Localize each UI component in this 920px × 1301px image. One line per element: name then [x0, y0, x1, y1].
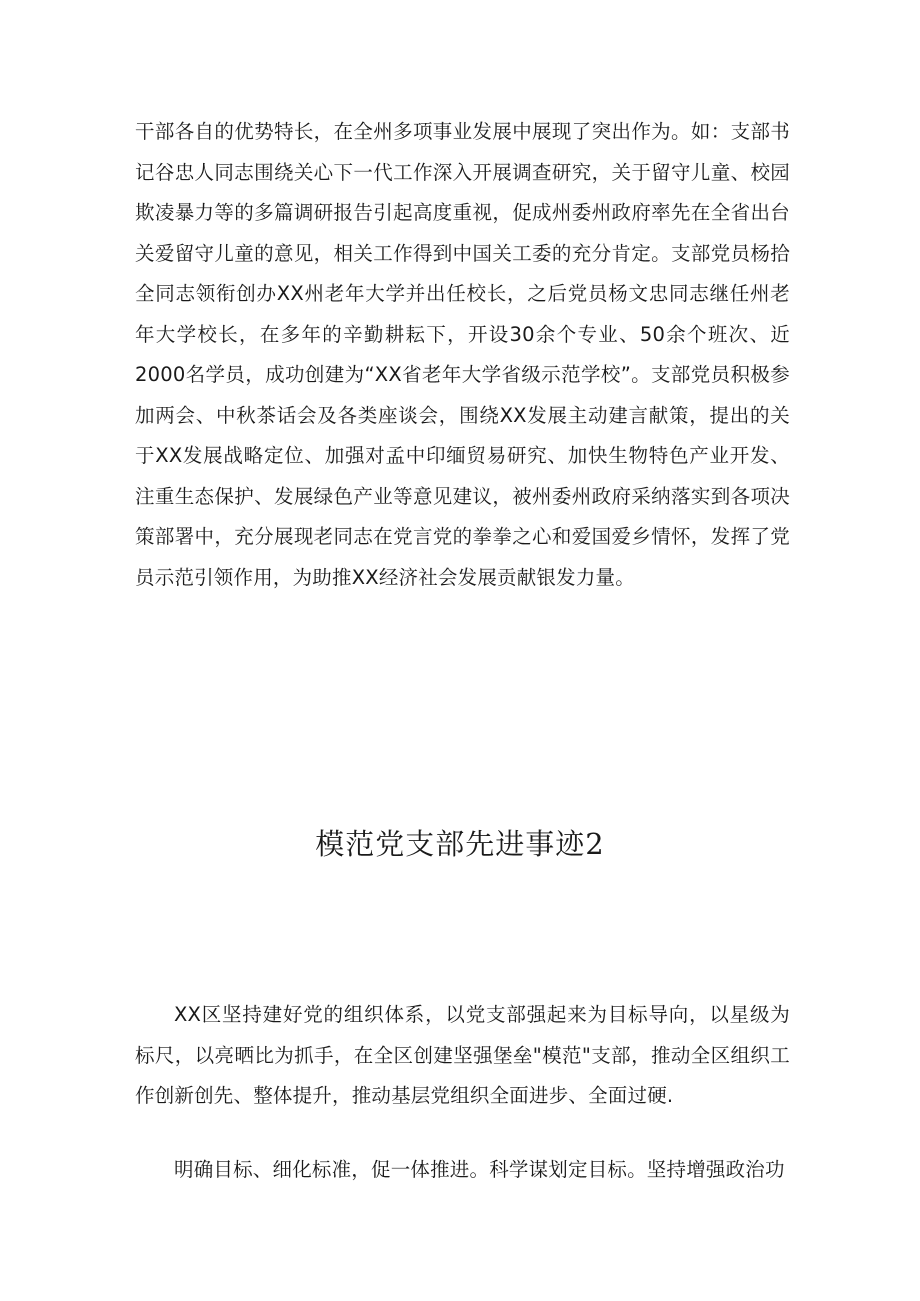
body-paragraph-1: 干部各自的优势特长，在全州多项事业发展中展现了突出作为。如：支部书记谷忠人同志围绕关心下一代工作深入开展调查研究，关于留守儿童、校园欺凌暴力等的多篇调研报告引起高度重视，促成州委州政府率先在全省出台关爱留守儿童的意见，相关工作得到中国关工委的充分肯定。支部党员杨拾全同志领衔创办XX州老年大学并出任校长，之后党员杨文忠同志继任州老年大学校长，在多年的辛勤耕耘下，开设30余个专业、50余个班次、近2000名学员，成功创建为“XX省老年大学省级示范学校”。支部党员积极参加两会、中秋茶话会及各类座谈会，围绕XX发展主动建言献策，提出的关于XX发展战略定位、加强对孟中印缅贸易研究、加快生物特色产业开发、注重生态保护、发展绿色产业等意见建议，被州委州政府采纳落实到各项决策部署中，充分展现老同志在党言党的拳拳之心和爱国爱乡情怀，发挥了党员示范引领作用，为助推XX经济社会发展贡献银发力量。: [135, 120, 790, 589]
section-heading: 模范党支部先进事迹2: [315, 827, 605, 861]
body-paragraph-2: XX区坚持建好党的组织体系，以党支部强起来为目标导向，以星级为标尺，以亮晒比为抓手，在全区创建坚强堡垒"模范"支部，推动全区组织工作创新创先、整体提升，推动基层党组织全面进步、全面过硬.: [135, 1003, 790, 1107]
body-paragraph-3: 明确目标、细化标准，促一体推进。科学谋划定目标。坚持增强政治功: [174, 1158, 785, 1181]
